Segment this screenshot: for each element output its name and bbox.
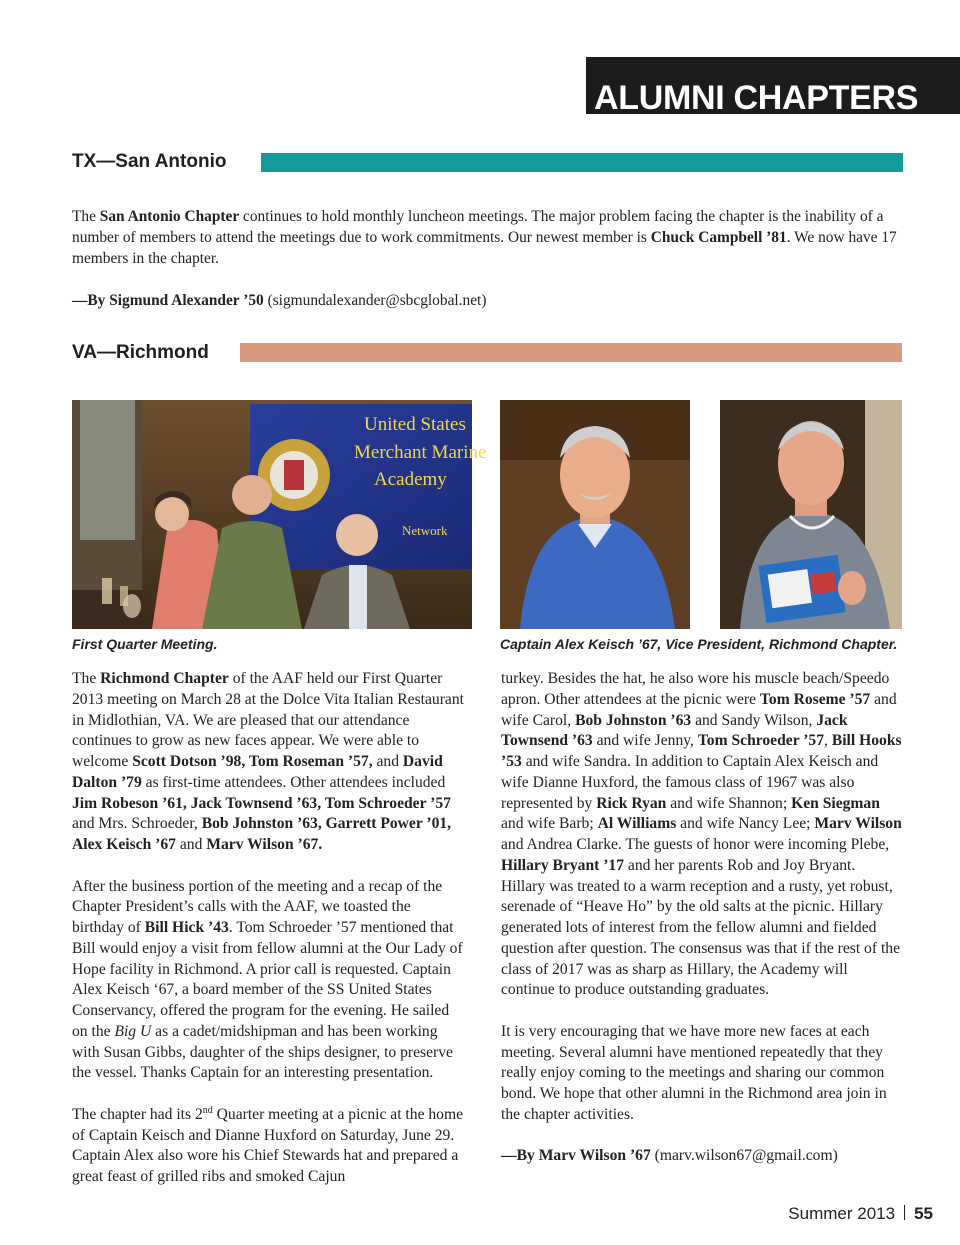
banner-line-2: Merchant Marine [354, 442, 487, 463]
richmond-paragraph-5: It is very encouraging that we have more new faces at each meeting. Several alumni have mentioned repeatedly that they really enjoy coming to the meetings and sharing our common bond. We hope that other alumni in the Richmond area join in the chapter activities. [501, 1022, 887, 1123]
page-footer [788, 1204, 933, 1224]
section-banner [586, 57, 960, 117]
richmond-paragraph-4: turkey. Besides the hat, he also wore his muscle beach/Speedo apron. Other attendees at the picnic were Tom Roseme ’57 and wife Carol, Bob Johnston ’63 and Sandy Wilson, Jack Townsend ’63 and wife Jenny, Tom Schroeder ’57, Bill Hooks ’53 and wife Sandra. In addition to Captain Alex Keisch and wife Dianne Huxford, the famous class of 1967 was also represented by Rick Ryan and wife Shannon; Ken Siegman and wife Barb; Al Williams and wife Nancy Lee; Marv Wilson and Andrea Clarke. The guests of honor were incoming Plebe, Hillary Bryant ’17 and her parents Rob and Joy Bryant. Hillary was treated to a warm reception and a rusty, yet robust, serenade of “Heave Ho” by the old salts at the picnic. Hillary generated lots of interest from the fellow alumni and fielded question after question. The consensus was that if the rest of the class of 2017 was as sharp as Hillary, the Academy will continue to produce outstanding graduates. [501, 670, 902, 999]
richmond-paragraph-2: After the business portion of the meeting and a recap of the Chapter President’s calls with the AAF, we toasted the birthday of Bill Hick ’43. Tom Schroeder ’57 mentioned that Bill would enjoy a visit from fellow alumni at the Our Lady of Hope facility in Richmond. A prior call is requested. Captain Alex Keisch ‘67, a board member of the SS United States Conservancy, offered the program for the evening. He sailed on the Big U as a cadet/midshipman and has been working with Susan Gibbs, daughter of the ships designer, to preserve the vessel. Thanks Captain for an interesting presentation. [72, 877, 463, 1082]
issue-label: Summer 2013 [788, 1204, 896, 1223]
footer-separator [904, 1205, 905, 1220]
san-antonio-paragraph: The San Antonio Chapter continues to hold monthly luncheon meetings. The major problem facing the chapter is the inability of a number of members to attend the meetings due to work commitments. Our newest member is Chuck Campbell ’81. We now have 17 members in the chapter. [72, 208, 897, 267]
left-column [72, 669, 464, 1188]
richmond-paragraph-1: The Richmond Chapter of the AAF held our First Quarter 2013 meeting on March 28 at the Dolce Vita Italian Restaurant in Midlothian, VA. We are pleased that our attendance continues to grow as new faces appear. We were able to welcome Scott Dotson ’98, Tom Roseman ’57, and David Dalton ’79 as first-time attendees. Other attendees included Jim Robeson ’61, Jack Townsend ’63, Tom Schroeder ’57 and Mrs. Schroeder, Bob Johnston ’63, Garrett Power ’01, Alex Keisch ’67 and Marv Wilson ’67. [72, 670, 464, 853]
banner-line-4: Network [402, 523, 448, 538]
byline-email: (sigmundalexander@sbcglobal.net) [263, 292, 487, 309]
teal-heading-rule [261, 153, 903, 172]
banner-line-1: United States [364, 414, 466, 435]
byline-email: (marv.wilson67@gmail.com) [650, 1147, 838, 1165]
page-number: 55 [914, 1204, 933, 1223]
right-column [501, 669, 903, 1167]
banner-line-3: Academy [374, 469, 447, 490]
photo-attendee-with-picture [720, 400, 902, 629]
byline-author: —By Marv Wilson ’67 [501, 1147, 651, 1165]
section-title: ALUMNI CHAPTERS [594, 79, 919, 117]
richmond-paragraph-3: The chapter had its 2nd Quarter meeting at a picnic at the home of Captain Keisch and Dianne Huxford on Saturday, June 29. Captain Alex also wore his Chief Stewards hat and prepared a great feast of grilled ribs and smoked Cajun [72, 1104, 464, 1185]
chapter-heading-san-antonio: TX—San Antonio [72, 151, 227, 172]
photo-first-quarter-meeting [72, 400, 487, 629]
richmond-byline [501, 1146, 903, 1167]
caption-first-quarter-meeting: First Quarter Meeting. [72, 636, 218, 652]
byline-author: —By Sigmund Alexander ’50 [72, 292, 264, 309]
salmon-heading-rule [240, 343, 902, 362]
caption-captain-alex-keisch: Captain Alex Keisch ’67, Vice President, Richmond Chapter. [500, 636, 898, 652]
photo-captain-alex-keisch [500, 400, 690, 629]
chapter-heading-richmond: VA—Richmond [72, 342, 209, 363]
san-antonio-byline [72, 290, 904, 311]
